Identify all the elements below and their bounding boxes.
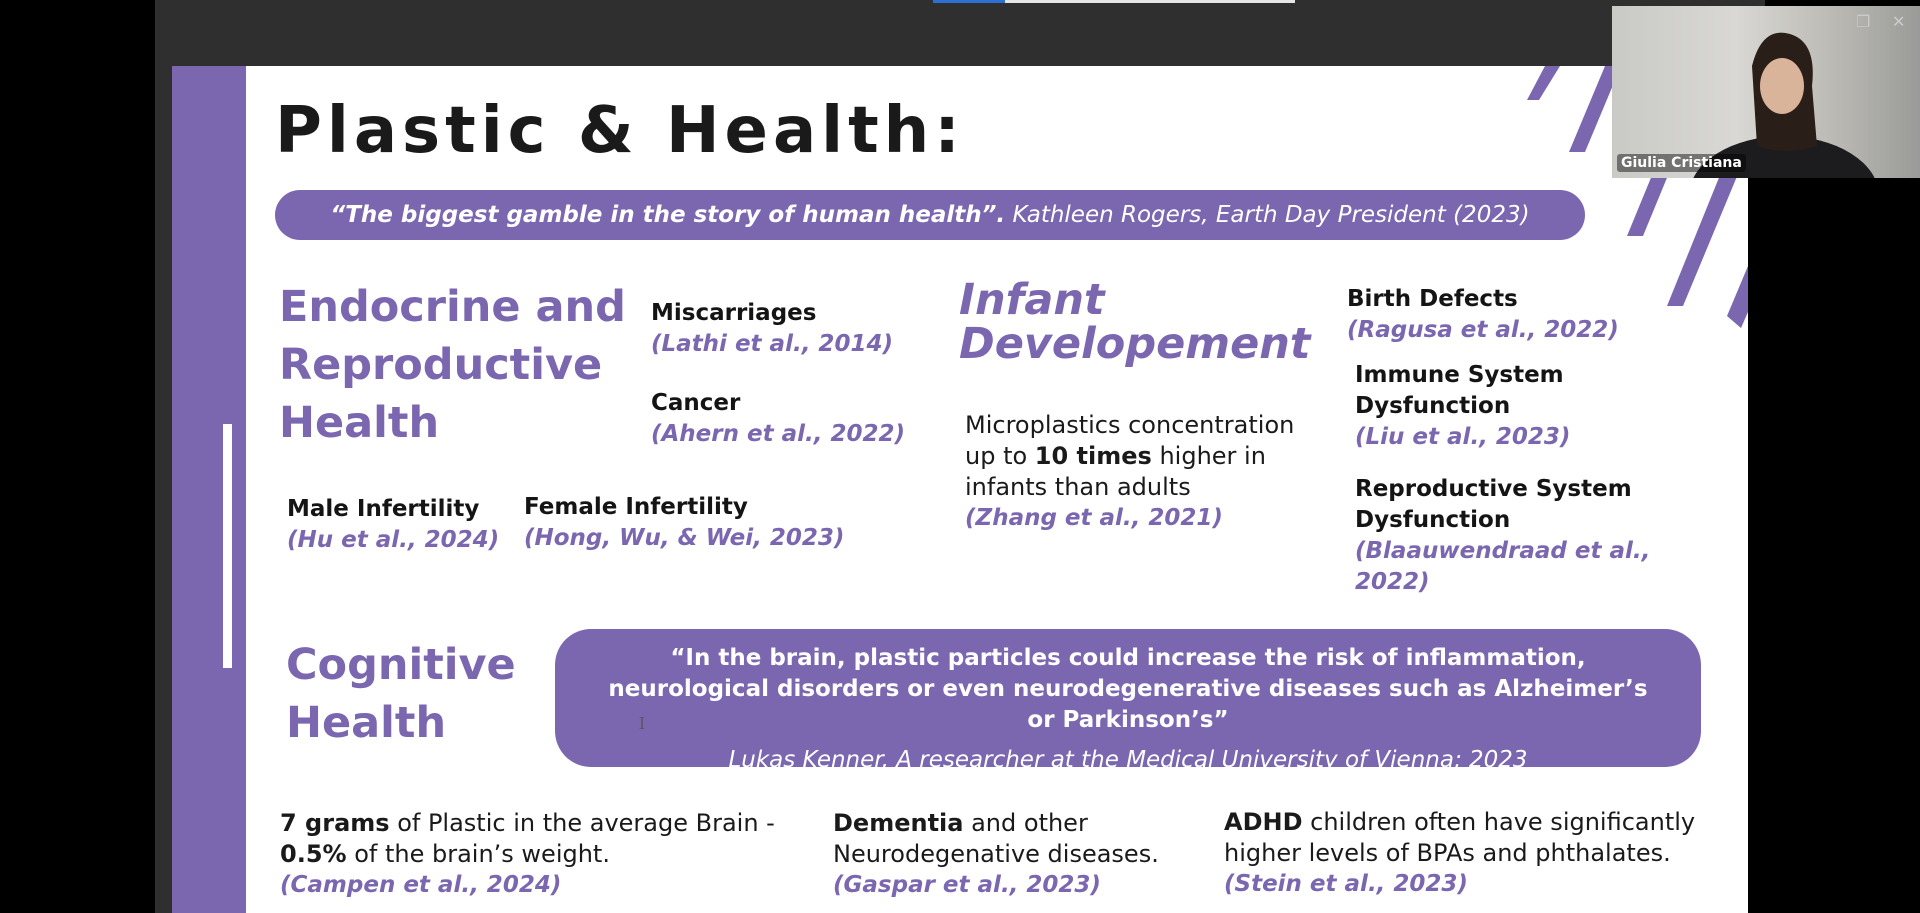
infant-item-birth-defects — [1347, 284, 1619, 346]
cognitive-heading-line: Health — [286, 698, 447, 748]
fact-text: children often have significantly higher levels of BPAs and phthalates. — [1224, 808, 1696, 867]
fact-emphasis: 10 times — [1034, 442, 1152, 470]
brain-quote-attribution: Lukas Kenner, A researcher at the Medical University of Vienna; 2023 — [728, 747, 1528, 773]
fact-emphasis: Dementia — [833, 809, 964, 837]
endocrine-item-male-infertility — [287, 494, 499, 556]
fact-text-block — [280, 808, 780, 870]
item-citation: (Zhang et al., 2021) — [965, 505, 1223, 531]
item-citation: (Gaspar et al., 2023) — [833, 872, 1101, 898]
cognitive-fact-dementia — [833, 808, 1183, 901]
item-citation: (Stein et al., 2023) — [1224, 871, 1468, 897]
fact-emphasis: ADHD — [1224, 808, 1303, 836]
item-label: Miscarriages — [651, 300, 817, 326]
infant-heading — [959, 275, 1311, 369]
text-cursor-icon: Ｉ — [634, 714, 651, 733]
endocrine-heading — [279, 278, 626, 452]
top-quote-text: “The biggest gamble in the story of human health”. — [330, 202, 1006, 228]
participant-video-tile[interactable] — [1612, 6, 1920, 178]
item-label: Immune System Dysfunction — [1355, 362, 1564, 419]
infant-heading-line: Infant — [959, 275, 1105, 325]
fact-text-block — [833, 808, 1183, 870]
item-label: Cancer — [651, 390, 741, 416]
cognitive-heading — [286, 636, 516, 752]
top-quote-attribution: Kathleen Rogers, Earth Day President (2023) — [1005, 202, 1530, 228]
fact-text: and other Neurodegenative diseases. — [833, 809, 1159, 868]
item-citation: (Liu et al., 2023) — [1355, 424, 1571, 450]
endocrine-heading-line: Endocrine and — [279, 282, 626, 332]
presentation-slide — [172, 66, 1748, 913]
close-icon[interactable]: ✕ — [1892, 12, 1906, 31]
brain-quote-text: “In the brain, plastic particles could increase the risk of inflammation, neurological disorders or even neurodegenerative diseases such as Alzheimer’s or Parkinson’s” — [608, 645, 1648, 733]
brain-quote-box — [555, 629, 1701, 773]
cognitive-fact-adhd — [1224, 807, 1704, 900]
item-citation: (Hong, Wu, & Wei, 2023) — [524, 525, 845, 551]
fact-emphasis: 0.5% — [280, 840, 347, 868]
item-label: Female Infertility — [524, 494, 748, 520]
item-citation: (Blaauwendraad et al., 2022) — [1355, 538, 1651, 595]
item-label: Male Infertility — [287, 496, 480, 522]
slide-left-accent-line — [223, 424, 232, 668]
fact-text: of Plastic in the average Brain - — [389, 809, 775, 837]
cognitive-fact-grams — [280, 808, 780, 901]
fact-text: higher in infants than adults — [965, 442, 1266, 501]
endocrine-item-female-infertility — [524, 492, 844, 554]
cognitive-heading-line: Cognitive — [286, 640, 516, 690]
endocrine-heading-line: Health — [279, 398, 440, 448]
slide-left-accent-bar — [172, 66, 246, 913]
viewer-tab-active-indicator[interactable] — [933, 0, 1005, 3]
participant-avatar — [1612, 6, 1920, 178]
item-citation: (Campen et al., 2024) — [280, 872, 562, 898]
item-label: Birth Defects — [1347, 286, 1518, 312]
endocrine-heading-line: Reproductive — [279, 340, 603, 390]
infant-microplastics-fact — [965, 410, 1325, 534]
item-citation: (Ragusa et al., 2022) — [1347, 317, 1619, 343]
endocrine-item-cancer — [651, 388, 905, 450]
infant-item-reproductive-system — [1355, 474, 1675, 598]
viewer-tab-strip[interactable] — [1005, 0, 1295, 3]
infant-fact-text — [965, 410, 1325, 503]
endocrine-item-miscarriages — [651, 298, 893, 360]
infant-heading-line: Developement — [959, 319, 1311, 369]
item-label: Reproductive System Dysfunction — [1355, 476, 1632, 533]
infant-item-immune-system — [1355, 360, 1595, 453]
item-citation: (Ahern et al., 2022) — [651, 421, 906, 447]
fact-emphasis: 7 grams — [280, 809, 390, 837]
item-citation: (Hu et al., 2024) — [287, 527, 500, 553]
fact-text: of the brain’s weight. — [346, 840, 610, 868]
fact-text-block — [1224, 807, 1704, 869]
viewer-top-bar — [155, 0, 1765, 66]
participant-name-label: Giulia Cristiana — [1617, 154, 1746, 172]
fact-text: Microplastics concentration up to — [965, 411, 1295, 470]
slide-title: Plastic & Health: — [275, 94, 965, 168]
item-citation: (Lathi et al., 2014) — [651, 331, 893, 357]
left-margin — [0, 0, 155, 913]
top-quote-banner — [275, 190, 1585, 240]
restore-icon[interactable]: ❐ — [1856, 12, 1871, 31]
